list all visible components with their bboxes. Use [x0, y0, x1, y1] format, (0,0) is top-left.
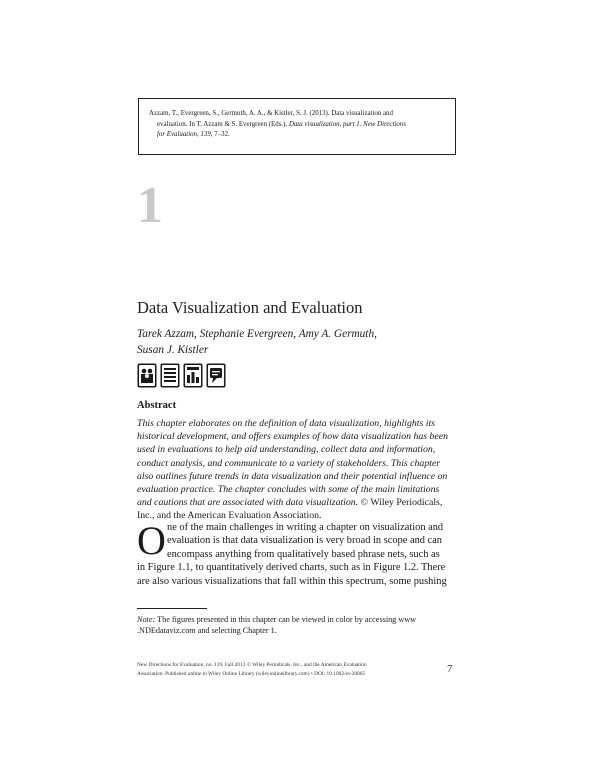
- authors: [137, 327, 377, 358]
- page-title: Data Visualization and Evaluation: [137, 298, 363, 317]
- footnote: [137, 614, 467, 636]
- drop-cap: O: [137, 518, 166, 563]
- abstract-text: [137, 417, 467, 523]
- abstract-line: used in evaluations to help aid understanding, collect data and information,: [137, 444, 436, 456]
- body-line: in Figure 1.1, to quantitatively derived charts, such as in Figure 1.2. There: [137, 562, 446, 574]
- abstract-line: and cautions that are associated with data visualization. © Wiley Periodicals,: [137, 497, 443, 509]
- abstract-line: conduct analysis, and communicate to a variety of stakeholders. This chapter: [137, 457, 441, 469]
- speech-bubble-icon: [206, 363, 226, 388]
- footnote-line: Note: The figures presented in this chapter can be viewed in color by accessing www: [137, 615, 417, 624]
- abstract-line: historical development, and offers examples of how data visualization has been: [137, 431, 449, 443]
- body-text: [137, 518, 467, 588]
- chapter-number: 1: [137, 177, 163, 234]
- footer-line: New Directions for Evaluation, no. 139, Fall 2013 © Wiley Periodicals, Inc., and the American Evaluation: [137, 662, 367, 668]
- abstract-line: Inc., and the American Evaluation Association.: [137, 510, 322, 522]
- topic-icons: [137, 363, 226, 388]
- footnote-divider: [137, 608, 207, 609]
- footnote-line: .NDEdataviz.com and selecting Chapter 1.: [137, 626, 277, 635]
- abstract-line: evaluation practice. The chapter concludes with some of the main limitations: [137, 484, 440, 496]
- authors-line: Tarek Azzam, Stephanie Evergreen, Amy A. Germuth,: [137, 328, 377, 340]
- abstract-line: also outlines future trends in data visualization and their potential influence on: [137, 470, 448, 482]
- page-footer: [137, 661, 367, 678]
- page-number: 7: [447, 663, 453, 675]
- authors-line: Susan J. Kistler: [137, 343, 209, 356]
- checklist-icon: [160, 363, 180, 388]
- data-chart-icon: [183, 363, 203, 388]
- citation-box: [138, 98, 456, 155]
- footer-line: Association. Published online in Wiley Online Library (wileyonlinelibrary.com) • DOI: 10.1002/ev.20065: [137, 670, 366, 677]
- body-line: evaluation is that data visualization is very broad in scope and can: [167, 535, 442, 547]
- abstract-heading: Abstract: [137, 400, 177, 411]
- abstract-line: This chapter elaborates on the definition of data visualization, highlights its: [137, 418, 435, 429]
- citation-line: Azzam, T., Evergreen, S., Germuth, A. A., & Kistler, S. J. (2013). Data visualization and: [149, 110, 393, 117]
- citation-line: for Evaluation, 139, 7–32.: [157, 131, 230, 139]
- body-line: encompass anything from qualitatively based phrase nets, such as: [167, 548, 440, 560]
- body-line: ne of the main challenges in writing a chapter on visualization and: [167, 522, 444, 533]
- body-line: are also various visualizations that fall within this spectrum, some pushing: [137, 575, 447, 587]
- citation-line: evaluation. In T. Azzam & S. Evergreen (Eds.), Data visualization, part 1. New Directions: [157, 120, 406, 128]
- people-icon: [137, 363, 157, 388]
